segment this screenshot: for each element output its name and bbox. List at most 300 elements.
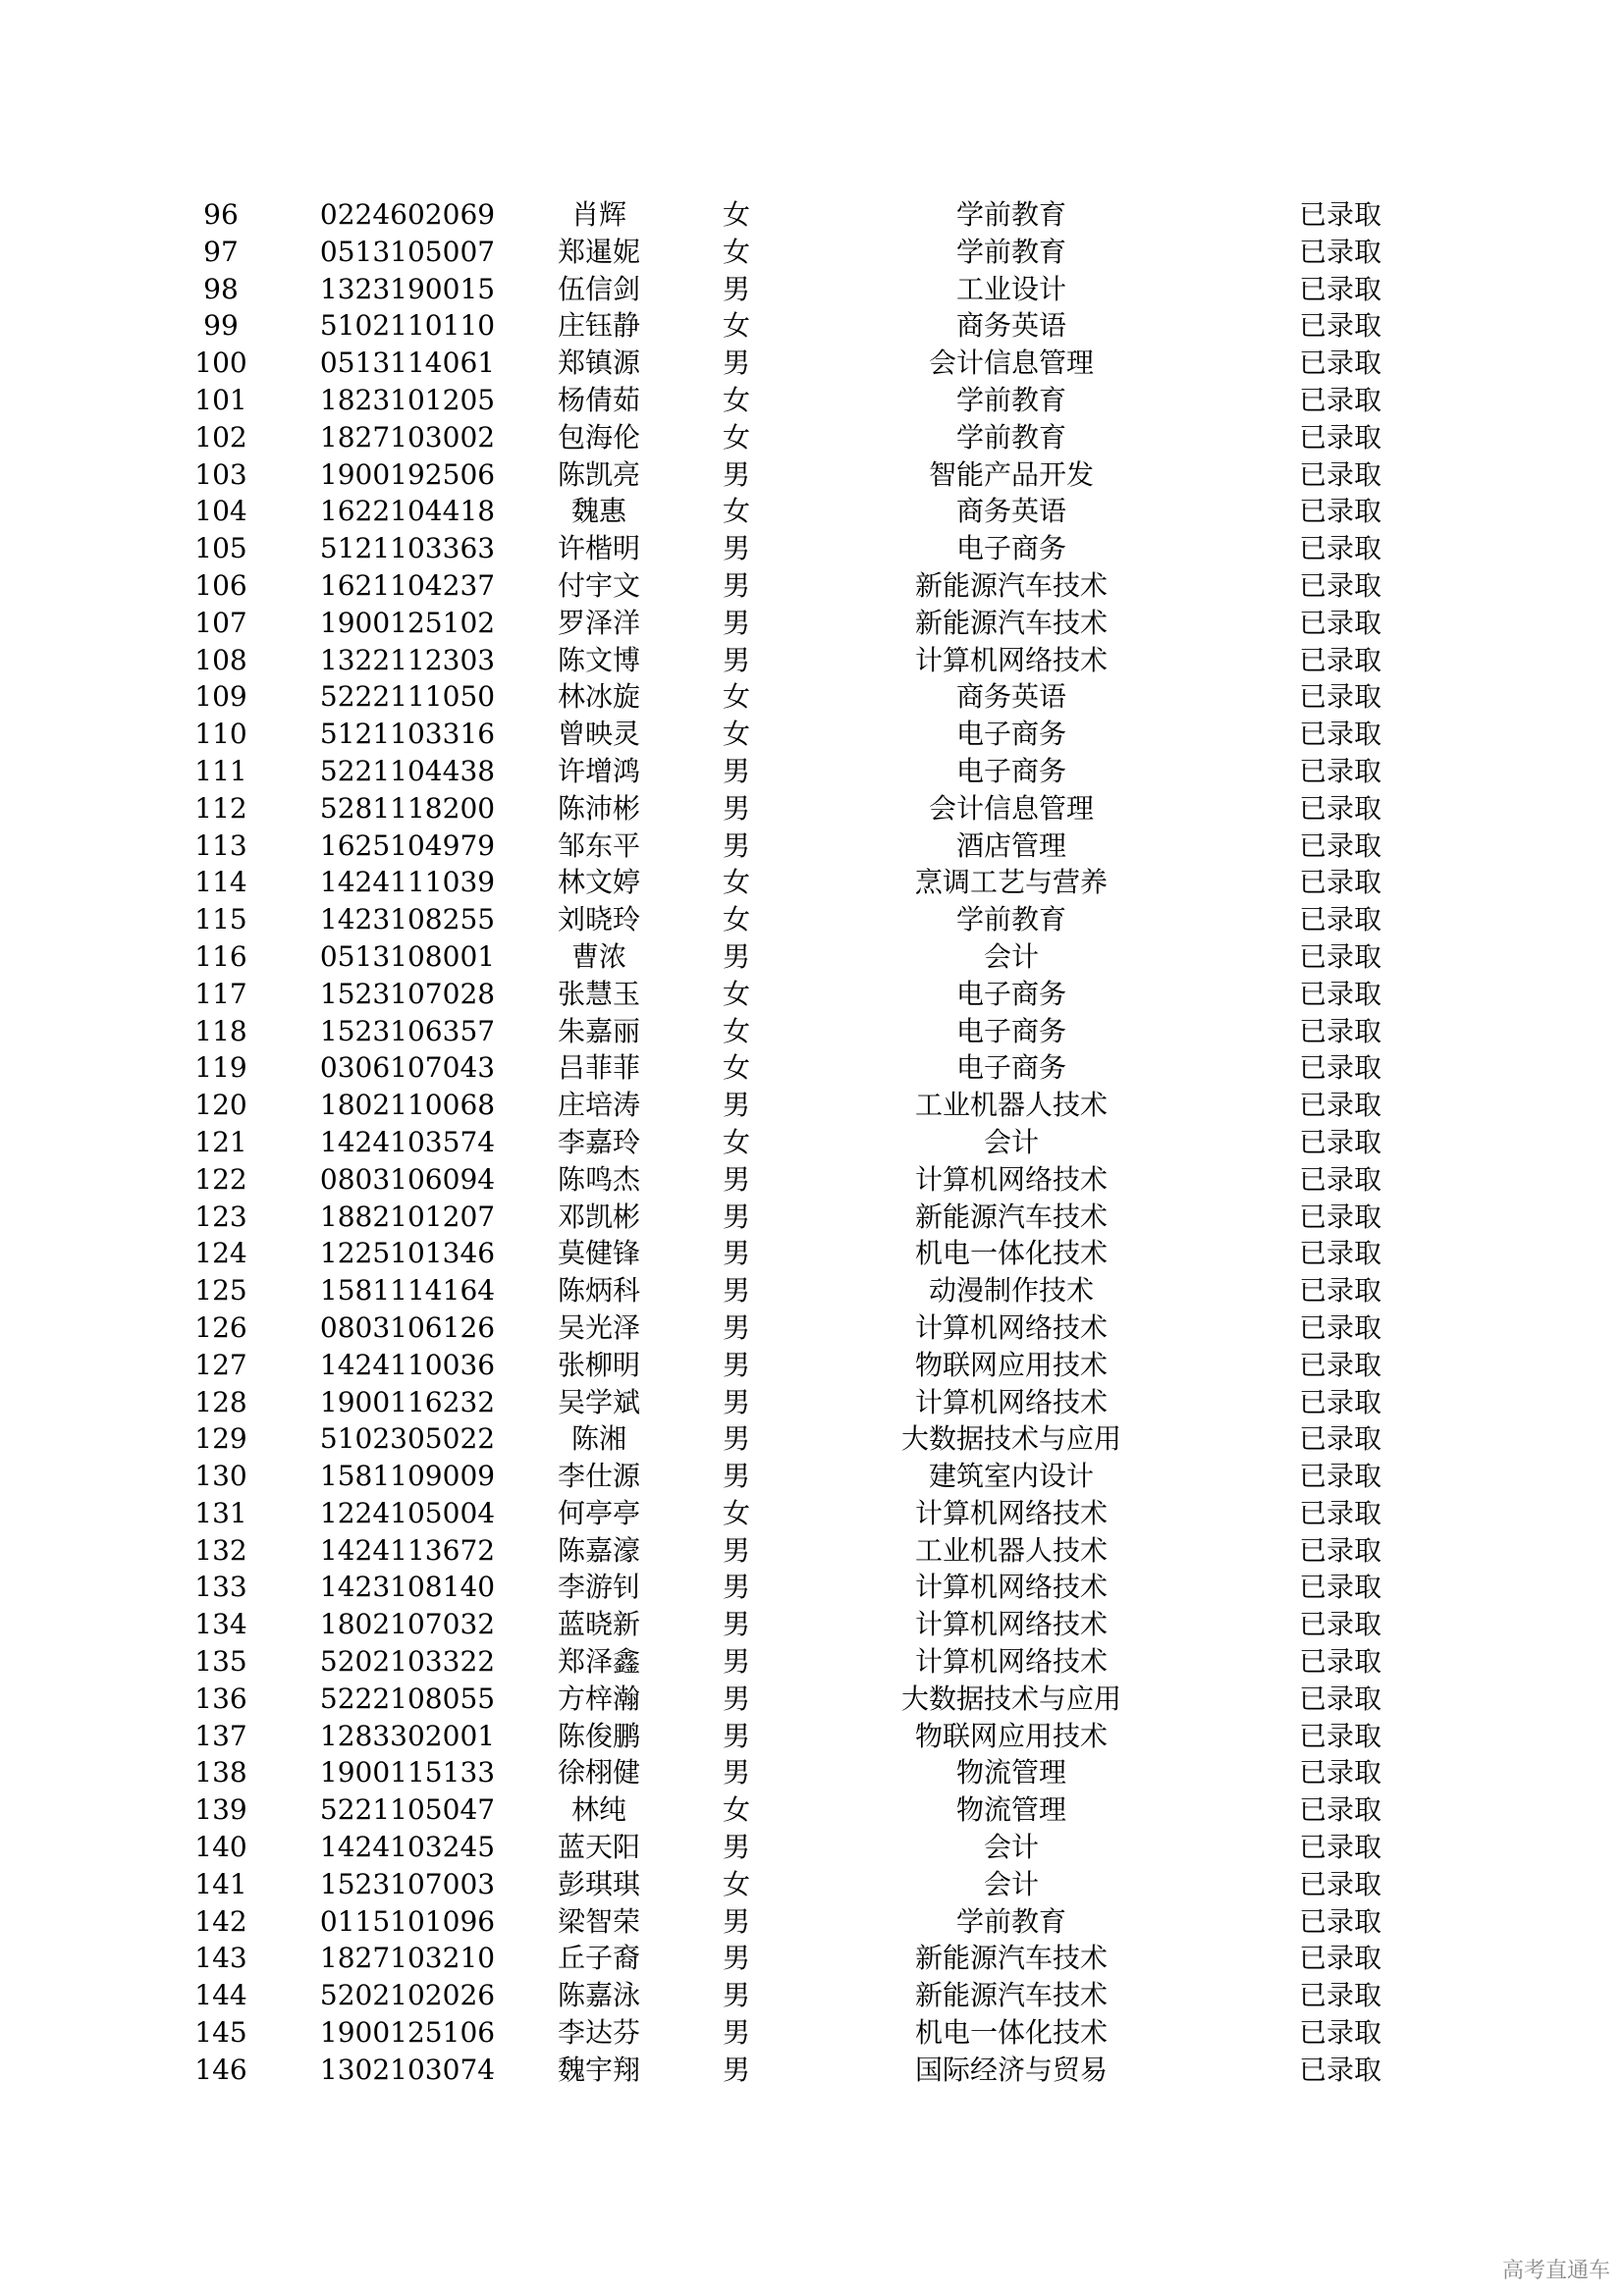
table-row [0, 1829, 1624, 1866]
watermark: 高考直通车 [1501, 2259, 1610, 2283]
admitted-major: 电子商务 [955, 718, 1066, 751]
candidate-id: 1523106357 [319, 1014, 496, 1047]
row-number: 118 [194, 1014, 247, 1047]
candidate-id: 5121103316 [319, 718, 496, 751]
admitted-major: 动漫制作技术 [928, 1274, 1094, 1308]
admission-status: 已录取 [1298, 1460, 1381, 1493]
student-name: 陈俊鹏 [557, 1719, 640, 1752]
student-name: 张慧玉 [557, 977, 640, 1010]
candidate-id: 1622104418 [319, 495, 496, 528]
table-row [0, 345, 1624, 382]
table-row [0, 196, 1624, 234]
admission-status: 已录取 [1298, 606, 1381, 639]
table-row [0, 530, 1624, 567]
candidate-id: 1900116232 [319, 1385, 496, 1418]
row-number: 115 [194, 903, 247, 936]
admission-status: 已录取 [1298, 1942, 1381, 1975]
admitted-major: 学前教育 [955, 383, 1066, 416]
admitted-major: 机电一体化技术 [914, 2016, 1108, 2050]
row-number: 110 [194, 718, 247, 751]
row-number: 98 [203, 272, 239, 305]
student-gender: 男 [722, 1310, 750, 1344]
table-row [0, 567, 1624, 605]
candidate-id: 5221105047 [319, 1793, 496, 1827]
admitted-major: 新能源汽车技术 [914, 568, 1108, 602]
student-gender: 男 [722, 791, 750, 825]
row-number: 136 [194, 1682, 247, 1715]
admission-status: 已录取 [1298, 383, 1381, 416]
student-gender: 女 [722, 1125, 750, 1158]
row-number: 125 [194, 1274, 247, 1308]
admission-status: 已录取 [1298, 2016, 1381, 2050]
student-gender: 男 [722, 1200, 750, 1233]
student-gender: 男 [722, 1756, 750, 1789]
candidate-id: 1827103210 [319, 1942, 496, 1975]
student-name: 梁智荣 [557, 1904, 640, 1938]
table-row [0, 753, 1624, 790]
student-name: 彭琪琪 [557, 1867, 640, 1900]
candidate-id: 5281118200 [319, 791, 496, 825]
admitted-major: 电子商务 [955, 754, 1066, 787]
table-row [0, 1420, 1624, 1458]
table-row [0, 271, 1624, 308]
admission-status: 已录取 [1298, 1793, 1381, 1827]
candidate-id: 5221104438 [319, 754, 496, 787]
table-row [0, 1977, 1624, 2014]
student-gender: 男 [722, 1608, 750, 1641]
admission-status: 已录取 [1298, 1571, 1381, 1604]
admission-status: 已录取 [1298, 457, 1381, 491]
student-gender: 男 [722, 1385, 750, 1418]
table-row [0, 1940, 1624, 1977]
student-gender: 男 [722, 828, 750, 862]
student-gender: 男 [722, 1089, 750, 1122]
admitted-major: 计算机网络技术 [914, 1310, 1108, 1344]
admission-status: 已录取 [1298, 828, 1381, 862]
table-row [0, 2052, 1624, 2089]
admitted-major: 工业设计 [955, 272, 1066, 305]
row-number: 121 [194, 1125, 247, 1158]
admitted-major: 大数据技术与应用 [900, 1682, 1121, 1715]
student-name: 肖辉 [570, 198, 626, 231]
student-name: 陈嘉泳 [557, 1979, 640, 2012]
row-number: 131 [194, 1496, 247, 1529]
row-number: 126 [194, 1310, 247, 1344]
admission-status: 已录取 [1298, 272, 1381, 305]
table-row [0, 716, 1624, 753]
candidate-id: 5202102026 [319, 1979, 496, 2012]
row-number: 135 [194, 1645, 247, 1679]
student-name: 陈凯亮 [557, 457, 640, 491]
table-row [0, 605, 1624, 642]
student-name: 魏惠 [570, 495, 626, 528]
row-number: 123 [194, 1200, 247, 1233]
admission-status: 已录取 [1298, 1682, 1381, 1715]
candidate-id: 1283302001 [319, 1719, 496, 1752]
candidate-id: 1581114164 [319, 1274, 496, 1308]
student-name: 何亭亭 [557, 1496, 640, 1529]
candidate-id: 0224602069 [319, 198, 496, 231]
admitted-major: 计算机网络技术 [914, 643, 1108, 676]
student-name: 付宇文 [557, 568, 640, 602]
student-gender: 男 [722, 643, 750, 676]
row-number: 106 [194, 568, 247, 602]
admitted-major: 计算机网络技术 [914, 1385, 1108, 1418]
row-number: 145 [194, 2016, 247, 2050]
student-gender: 男 [722, 1719, 750, 1752]
student-gender: 女 [722, 680, 750, 714]
student-gender: 男 [722, 1942, 750, 1975]
student-name: 李游钊 [557, 1571, 640, 1604]
row-number: 129 [194, 1422, 247, 1456]
admission-status: 已录取 [1298, 1867, 1381, 1900]
student-gender: 女 [722, 1793, 750, 1827]
admitted-major: 计算机网络技术 [914, 1608, 1108, 1641]
candidate-id: 5202103322 [319, 1645, 496, 1679]
student-name: 陈嘉濠 [557, 1533, 640, 1567]
student-name: 郑镇源 [557, 347, 640, 380]
row-number: 120 [194, 1089, 247, 1122]
student-name: 庄培涛 [557, 1089, 640, 1122]
admission-status: 已录取 [1298, 977, 1381, 1010]
admission-status: 已录取 [1298, 1533, 1381, 1567]
table-row [0, 678, 1624, 716]
admission-status: 已录取 [1298, 347, 1381, 380]
candidate-id: 0115101096 [319, 1904, 496, 1938]
student-name: 吴光泽 [557, 1310, 640, 1344]
student-name: 蓝晓新 [557, 1608, 640, 1641]
student-name: 邹东平 [557, 828, 640, 862]
table-row [0, 1347, 1624, 1384]
admitted-major: 新能源汽车技术 [914, 1942, 1108, 1975]
candidate-id: 0513108001 [319, 939, 496, 973]
student-gender: 男 [722, 568, 750, 602]
table-row [0, 1681, 1624, 1718]
admitted-major: 物联网应用技术 [914, 1348, 1108, 1381]
admitted-major: 商务英语 [955, 495, 1066, 528]
table-row [0, 1458, 1624, 1495]
table-row [0, 1754, 1624, 1791]
admitted-major: 物流管理 [955, 1793, 1066, 1827]
admission-status: 已录取 [1298, 903, 1381, 936]
candidate-id: 1900125102 [319, 606, 496, 639]
student-name: 丘子裔 [557, 1942, 640, 1975]
row-number: 141 [194, 1867, 247, 1900]
admitted-major: 新能源汽车技术 [914, 1979, 1108, 2012]
row-number: 144 [194, 1979, 247, 2012]
table-row [0, 1866, 1624, 1903]
admission-status: 已录取 [1298, 1645, 1381, 1679]
table-row [0, 456, 1624, 494]
candidate-id: 5121103363 [319, 532, 496, 565]
student-gender: 男 [722, 1645, 750, 1679]
admission-status: 已录取 [1298, 2053, 1381, 2086]
candidate-id: 1625104979 [319, 828, 496, 862]
admitted-major: 会计 [983, 1831, 1039, 1864]
row-number: 140 [194, 1831, 247, 1864]
row-number: 114 [194, 866, 247, 899]
student-gender: 女 [722, 1867, 750, 1900]
table-row [0, 307, 1624, 345]
admitted-major: 电子商务 [955, 1051, 1066, 1085]
student-name: 吴学斌 [557, 1385, 640, 1418]
candidate-id: 1802110068 [319, 1089, 496, 1122]
table-row [0, 1791, 1624, 1829]
table-row [0, 1087, 1624, 1124]
candidate-id: 1581109009 [319, 1460, 496, 1493]
student-gender: 男 [722, 754, 750, 787]
student-name: 林文婷 [557, 866, 640, 899]
candidate-id: 5222111050 [319, 680, 496, 714]
row-number: 100 [194, 347, 247, 380]
admitted-major: 会计 [983, 939, 1039, 973]
admission-status: 已录取 [1298, 791, 1381, 825]
row-number: 108 [194, 643, 247, 676]
candidate-id: 0513105007 [319, 235, 496, 268]
student-gender: 女 [722, 1051, 750, 1085]
admission-status: 已录取 [1298, 1162, 1381, 1196]
admission-status: 已录取 [1298, 1089, 1381, 1122]
admitted-major: 建筑室内设计 [928, 1460, 1094, 1493]
table-row [0, 493, 1624, 530]
admission-status: 已录取 [1298, 1904, 1381, 1938]
candidate-id: 1423108255 [319, 903, 496, 936]
table-row [0, 1495, 1624, 1532]
table-row [0, 1013, 1624, 1050]
candidate-id: 0513114061 [319, 347, 496, 380]
candidate-id: 1900192506 [319, 457, 496, 491]
admitted-major: 物流管理 [955, 1756, 1066, 1789]
admission-status: 已录取 [1298, 495, 1381, 528]
table-row [0, 1124, 1624, 1161]
row-number: 138 [194, 1756, 247, 1789]
row-number: 119 [194, 1051, 247, 1085]
candidate-id: 1827103002 [319, 420, 496, 454]
student-gender: 男 [722, 606, 750, 639]
table-row [0, 1049, 1624, 1087]
admitted-major: 计算机网络技术 [914, 1571, 1108, 1604]
row-number: 132 [194, 1533, 247, 1567]
candidate-id: 1224105004 [319, 1496, 496, 1529]
admitted-major: 计算机网络技术 [914, 1645, 1108, 1679]
student-name: 陈文博 [557, 643, 640, 676]
admission-status: 已录取 [1298, 1608, 1381, 1641]
row-number: 97 [203, 235, 239, 268]
candidate-id: 1900115133 [319, 1756, 496, 1789]
admitted-major: 学前教育 [955, 903, 1066, 936]
table-row [0, 1309, 1624, 1347]
table-row [0, 976, 1624, 1013]
admission-status: 已录取 [1298, 1496, 1381, 1529]
candidate-id: 1424113672 [319, 1533, 496, 1567]
row-number: 107 [194, 606, 247, 639]
row-number: 124 [194, 1237, 247, 1270]
student-gender: 男 [722, 1237, 750, 1270]
admission-status: 已录取 [1298, 1831, 1381, 1864]
student-gender: 男 [722, 272, 750, 305]
table-row [0, 1643, 1624, 1681]
candidate-id: 1523107003 [319, 1867, 496, 1900]
candidate-id: 1302103074 [319, 2053, 496, 2086]
student-name: 包海伦 [557, 420, 640, 454]
admitted-major: 工业机器人技术 [914, 1533, 1108, 1567]
admission-status: 已录取 [1298, 532, 1381, 565]
student-gender: 男 [722, 457, 750, 491]
admission-status: 已录取 [1298, 309, 1381, 343]
table-row [0, 1272, 1624, 1309]
student-gender: 女 [722, 977, 750, 1010]
student-name: 曹浓 [570, 939, 626, 973]
candidate-id: 1424103245 [319, 1831, 496, 1864]
row-number: 139 [194, 1793, 247, 1827]
student-name: 吕菲菲 [557, 1051, 640, 1085]
candidate-id: 1423108140 [319, 1571, 496, 1604]
admission-status: 已录取 [1298, 643, 1381, 676]
admission-status: 已录取 [1298, 939, 1381, 973]
row-number: 103 [194, 457, 247, 491]
admitted-major: 新能源汽车技术 [914, 606, 1108, 639]
admission-status: 已录取 [1298, 1014, 1381, 1047]
student-gender: 男 [722, 2053, 750, 2086]
admitted-major: 学前教育 [955, 235, 1066, 268]
admission-status: 已录取 [1298, 568, 1381, 602]
student-gender: 女 [722, 1014, 750, 1047]
student-gender: 男 [722, 532, 750, 565]
row-number: 111 [194, 754, 247, 787]
admission-status: 已录取 [1298, 680, 1381, 714]
candidate-id: 5222108055 [319, 1682, 496, 1715]
student-gender: 男 [722, 1571, 750, 1604]
student-name: 朱嘉丽 [557, 1014, 640, 1047]
table-row [0, 901, 1624, 938]
candidate-id: 0803106126 [319, 1310, 496, 1344]
student-gender: 女 [722, 718, 750, 751]
student-name: 刘晓玲 [557, 903, 640, 936]
student-name: 许楷明 [557, 532, 640, 565]
student-name: 陈鸣杰 [557, 1162, 640, 1196]
student-name: 陈沛彬 [557, 791, 640, 825]
student-name: 陈湘 [570, 1422, 626, 1456]
admitted-major: 计算机网络技术 [914, 1162, 1108, 1196]
admission-status: 已录取 [1298, 420, 1381, 454]
admission-status: 已录取 [1298, 1422, 1381, 1456]
admitted-major: 会计信息管理 [928, 347, 1094, 380]
admitted-major: 学前教育 [955, 1904, 1066, 1938]
candidate-id: 1424103574 [319, 1125, 496, 1158]
row-number: 117 [194, 977, 247, 1010]
student-gender: 男 [722, 1348, 750, 1381]
candidate-id: 1323190015 [319, 272, 496, 305]
student-name: 林纯 [570, 1793, 626, 1827]
table-row [0, 419, 1624, 456]
student-name: 伍信剑 [557, 272, 640, 305]
row-number: 109 [194, 680, 247, 714]
admitted-major: 商务英语 [955, 680, 1066, 714]
student-name: 林冰旋 [557, 680, 640, 714]
table-row [0, 938, 1624, 976]
admission-status: 已录取 [1298, 1051, 1381, 1085]
admitted-major: 学前教育 [955, 198, 1066, 231]
candidate-id: 1523107028 [319, 977, 496, 1010]
admission-status: 已录取 [1298, 1979, 1381, 2012]
student-gender: 女 [722, 903, 750, 936]
student-gender: 女 [722, 495, 750, 528]
candidate-id: 5102305022 [319, 1422, 496, 1456]
student-gender: 男 [722, 1682, 750, 1715]
admission-status: 已录取 [1298, 198, 1381, 231]
student-gender: 男 [722, 1979, 750, 2012]
student-gender: 男 [722, 1533, 750, 1567]
candidate-id: 5102110110 [319, 309, 496, 343]
student-name: 蓝天阳 [557, 1831, 640, 1864]
student-name: 魏宇翔 [557, 2053, 640, 2086]
admitted-major: 智能产品开发 [928, 457, 1094, 491]
admission-status: 已录取 [1298, 754, 1381, 787]
candidate-id: 1882101207 [319, 1200, 496, 1233]
student-name: 张柳明 [557, 1348, 640, 1381]
row-number: 101 [194, 383, 247, 416]
student-name: 李仕源 [557, 1460, 640, 1493]
student-name: 郑暹妮 [557, 235, 640, 268]
student-gender: 男 [722, 1904, 750, 1938]
candidate-id: 1900125106 [319, 2016, 496, 2050]
student-name: 莫健锋 [557, 1237, 640, 1270]
table-row [0, 1569, 1624, 1606]
table-row [0, 1199, 1624, 1236]
student-gender: 男 [722, 1831, 750, 1864]
admitted-major: 新能源汽车技术 [914, 1200, 1108, 1233]
student-gender: 男 [722, 1274, 750, 1308]
row-number: 130 [194, 1460, 247, 1493]
admission-status: 已录取 [1298, 235, 1381, 268]
student-name: 庄钰静 [557, 309, 640, 343]
student-gender: 男 [722, 2016, 750, 2050]
admitted-major: 机电一体化技术 [914, 1237, 1108, 1270]
admission-status: 已录取 [1298, 1385, 1381, 1418]
admission-list-table [0, 196, 1624, 2089]
student-name: 陈炳科 [557, 1274, 640, 1308]
row-number: 105 [194, 532, 247, 565]
row-number: 133 [194, 1571, 247, 1604]
candidate-id: 1225101346 [319, 1237, 496, 1270]
admission-status: 已录取 [1298, 718, 1381, 751]
candidate-id: 1322112303 [319, 643, 496, 676]
admitted-major: 烹调工艺与营养 [914, 866, 1108, 899]
row-number: 128 [194, 1385, 247, 1418]
row-number: 113 [194, 828, 247, 862]
student-gender: 男 [722, 1162, 750, 1196]
candidate-id: 1823101205 [319, 383, 496, 416]
student-name: 徐栩健 [557, 1756, 640, 1789]
admission-status: 已录取 [1298, 1125, 1381, 1158]
table-row [0, 1384, 1624, 1421]
admitted-major: 会计 [983, 1867, 1039, 1900]
admission-status: 已录取 [1298, 1274, 1381, 1308]
row-number: 112 [194, 791, 247, 825]
student-gender: 男 [722, 1422, 750, 1456]
student-gender: 女 [722, 198, 750, 231]
table-row [0, 1606, 1624, 1643]
row-number: 134 [194, 1608, 247, 1641]
admission-status: 已录取 [1298, 1310, 1381, 1344]
admitted-major: 大数据技术与应用 [900, 1422, 1121, 1456]
student-name: 郑泽鑫 [557, 1645, 640, 1679]
table-row [0, 1903, 1624, 1941]
admitted-major: 商务英语 [955, 309, 1066, 343]
student-name: 许增鸿 [557, 754, 640, 787]
student-name: 曾映灵 [557, 718, 640, 751]
table-row [0, 1718, 1624, 1755]
